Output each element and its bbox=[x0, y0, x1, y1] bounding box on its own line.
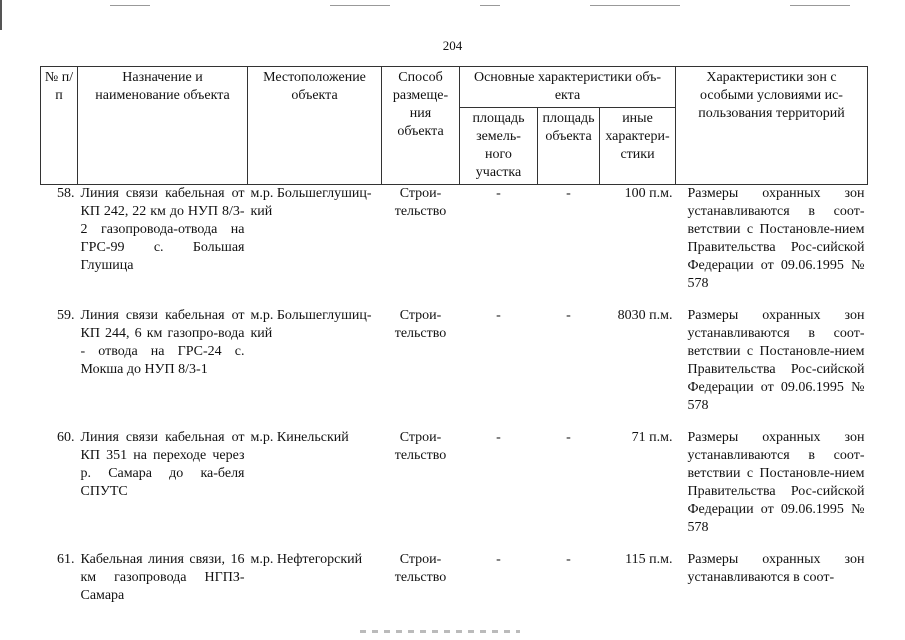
top-rule bbox=[110, 5, 150, 6]
header-area: площадь земель-ного участка bbox=[460, 108, 538, 185]
other-characteristics: 71 п.м. bbox=[631, 430, 673, 445]
top-rule bbox=[480, 5, 500, 6]
row-number: 58. bbox=[57, 186, 75, 201]
header-name: Назначение и наименование объекта bbox=[78, 67, 248, 185]
object-location: м.р. Большеглушиц-кий bbox=[250, 308, 372, 341]
object-name: Линия связи кабельная от КП 242, 22 км до НУП 8/3-2 газопровода-отвода на ГРС-99 с. Большая Глушица bbox=[80, 186, 245, 273]
row-number: 60. bbox=[57, 430, 75, 445]
table-row bbox=[41, 185, 868, 308]
zone-characteristics: Размеры охранных зон устанавливаются в соот-ветствии с Постановле-нием Правительства Рос-сийской Федерации от 09.06.1995 № 578 bbox=[687, 186, 865, 291]
row-number: 61. bbox=[57, 552, 75, 567]
header-location: Местоположение объекта bbox=[248, 67, 382, 185]
header-obj-area: площадь объекта bbox=[538, 108, 600, 185]
object-location: м.р. Кинельский bbox=[250, 430, 349, 445]
row-number: 59. bbox=[57, 308, 75, 323]
objects-table bbox=[40, 66, 868, 619]
land-area: - bbox=[496, 552, 501, 567]
object-name: Линия связи кабельная от КП 244, 6 км газопро-вода - отвода на ГРС-24 с. Мокша до НУП 8/3-1 bbox=[80, 308, 245, 377]
zone-characteristics: Размеры охранных зон устанавливаются в соот- bbox=[687, 552, 865, 585]
page-number: 204 bbox=[442, 38, 463, 53]
placement-method: Строи-тельство bbox=[394, 308, 447, 341]
header-main-chars: Основные характеристики объ-екта bbox=[460, 67, 676, 108]
object-name: Кабельная линия связи, 16 км газопровода НГПЗ-Самара bbox=[80, 552, 245, 603]
table-row bbox=[41, 429, 868, 551]
object-area: - bbox=[566, 552, 571, 567]
placement-method: Строи-тельство bbox=[394, 186, 447, 219]
other-characteristics: 8030 п.м. bbox=[617, 308, 673, 323]
object-area: - bbox=[566, 186, 571, 201]
table-row bbox=[41, 307, 868, 429]
header-method: Способ размеще-ния объекта bbox=[382, 67, 460, 185]
other-characteristics: 115 п.м. bbox=[625, 552, 673, 567]
zone-characteristics: Размеры охранных зон устанавливаются в соот-ветствии с Постановле-нием Правительства Рос-сийской Федерации от 09.06.1995 № 578 bbox=[687, 308, 865, 413]
land-area: - bbox=[496, 308, 501, 323]
scan-artifact bbox=[360, 630, 520, 633]
object-area: - bbox=[566, 430, 571, 445]
top-rule bbox=[790, 5, 850, 6]
top-rule bbox=[330, 5, 390, 6]
object-area: - bbox=[566, 308, 571, 323]
object-location: м.р. Большеглушиц-кий bbox=[250, 186, 372, 219]
header-other: иные характери-стики bbox=[600, 108, 676, 185]
table-body bbox=[41, 185, 868, 620]
header-zones: Характеристики зон с особыми условиями ис-пользования территорий bbox=[676, 67, 868, 185]
table-row bbox=[41, 551, 868, 619]
other-characteristics: 100 п.м. bbox=[624, 186, 673, 201]
land-area: - bbox=[496, 430, 501, 445]
placement-method: Строи-тельство bbox=[394, 552, 447, 585]
header-num: № п/п bbox=[41, 67, 78, 185]
scan-edge-mark bbox=[0, 0, 2, 30]
land-area: - bbox=[496, 186, 501, 201]
placement-method: Строи-тельство bbox=[394, 430, 447, 463]
top-rule bbox=[590, 5, 680, 6]
zone-characteristics: Размеры охранных зон устанавливаются в соот-ветствии с Постановле-нием Правительства Рос-сийской Федерации от 09.06.1995 № 578 bbox=[687, 430, 865, 535]
object-location: м.р. Нефтегорский bbox=[250, 552, 363, 567]
object-name: Линия связи кабельная от КП 351 на переходе через р. Самара до ка-беля СПУТС bbox=[80, 430, 245, 499]
